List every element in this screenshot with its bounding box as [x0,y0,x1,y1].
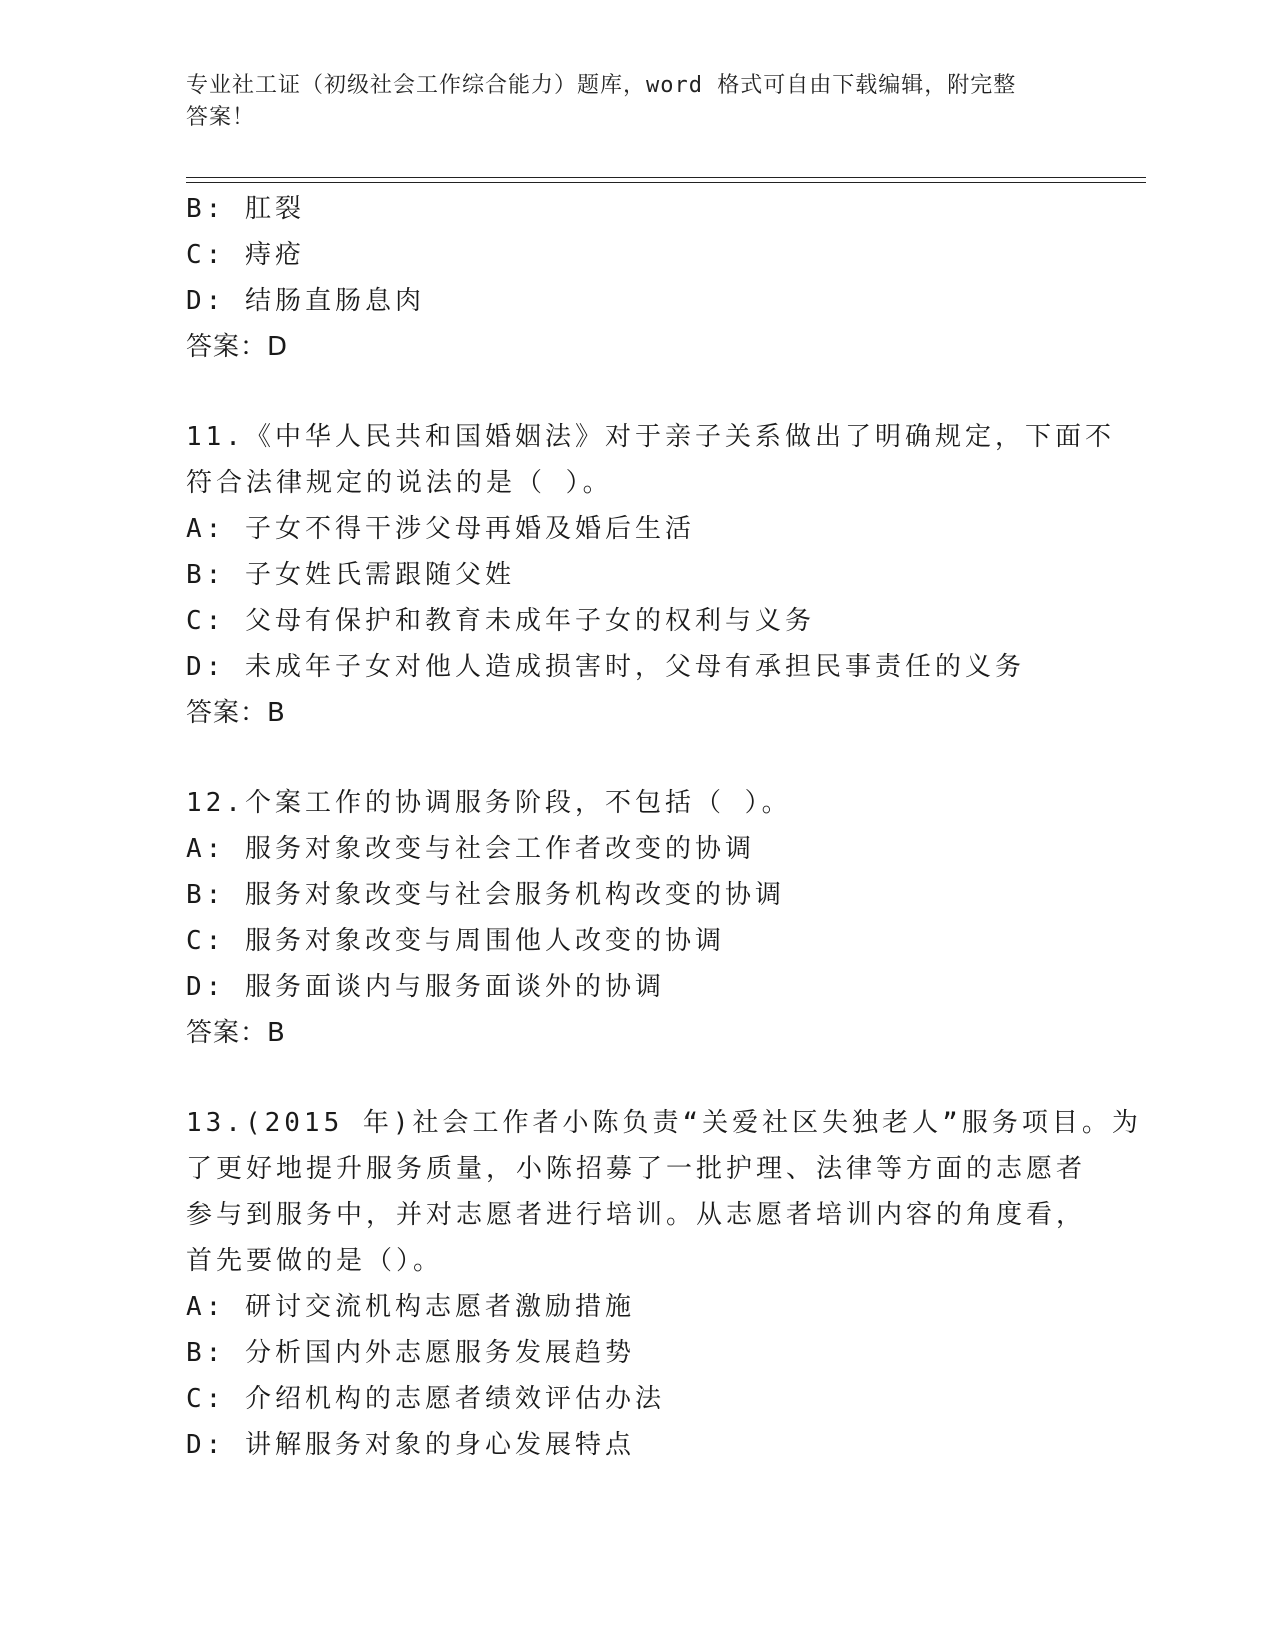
question-10 [186,186,1086,370]
option-a: A: 服务对象改变与社会工作者改变的协调 [186,834,755,864]
question-stem-line: 11.《中华人民共和国婚姻法》对于亲子关系做出了明确规定，下面不 [186,422,1115,452]
spacer [186,736,1086,780]
option-c: C: 服务对象改变与周围他人改变的协调 [186,926,725,956]
header-divider-bottom [186,182,1146,183]
question-12 [186,780,1086,1056]
question-stem-line: 符合法律规定的说法的是（ ）。 [186,468,613,498]
spacer [186,1056,1086,1100]
option-d: D: 结肠直肠息肉 [186,286,425,316]
question-stem-line: 首先要做的是（）。 [186,1246,444,1276]
question-stem-line: 12.个案工作的协调服务阶段，不包括（ ）。 [186,788,792,818]
header-divider-top [186,177,1146,178]
page-header [186,70,1066,134]
option-b: B: 分析国内外志愿服务发展趋势 [186,1338,635,1368]
question-11 [186,414,1115,736]
question-stem-line: 了更好地提升服务质量，小陈招募了一批护理、法律等方面的志愿者 [186,1154,1087,1184]
question-13 [186,1100,1142,1468]
header-line-1: 专业社工证（初级社会工作综合能力）题库，word 格式可自由下载编辑，附完整 [186,73,1017,98]
option-b: B: 子女姓氏需跟随父姓 [186,560,515,590]
answer: 答案：D [186,332,289,362]
option-d: D: 讲解服务对象的身心发展特点 [186,1430,635,1460]
question-content [186,186,1142,1468]
option-c: C: 父母有保护和教育未成年子女的权利与义务 [186,606,815,636]
option-d: D: 未成年子女对他人造成损害时，父母有承担民事责任的义务 [186,652,1025,682]
question-stem-line: 13.(2015 年)社会工作者小陈负责“关爱社区失独老人”服务项目。为 [186,1108,1142,1138]
spacer [186,370,1086,414]
option-c: C: 介绍机构的志愿者绩效评估办法 [186,1384,665,1414]
answer: 答案：B [186,1018,286,1048]
option-a: A: 研讨交流机构志愿者激励措施 [186,1292,635,1322]
question-stem-line: 参与到服务中，并对志愿者进行培训。从志愿者培训内容的角度看， [186,1200,1087,1230]
option-b: B: 服务对象改变与社会服务机构改变的协调 [186,880,785,910]
option-c: C: 痔疮 [186,240,305,270]
answer: 答案：B [186,698,286,728]
option-d: D: 服务面谈内与服务面谈外的协调 [186,972,665,1002]
header-line-2: 答案！ [186,105,256,130]
option-b: B: 肛裂 [186,194,305,224]
option-a: A: 子女不得干涉父母再婚及婚后生活 [186,514,695,544]
